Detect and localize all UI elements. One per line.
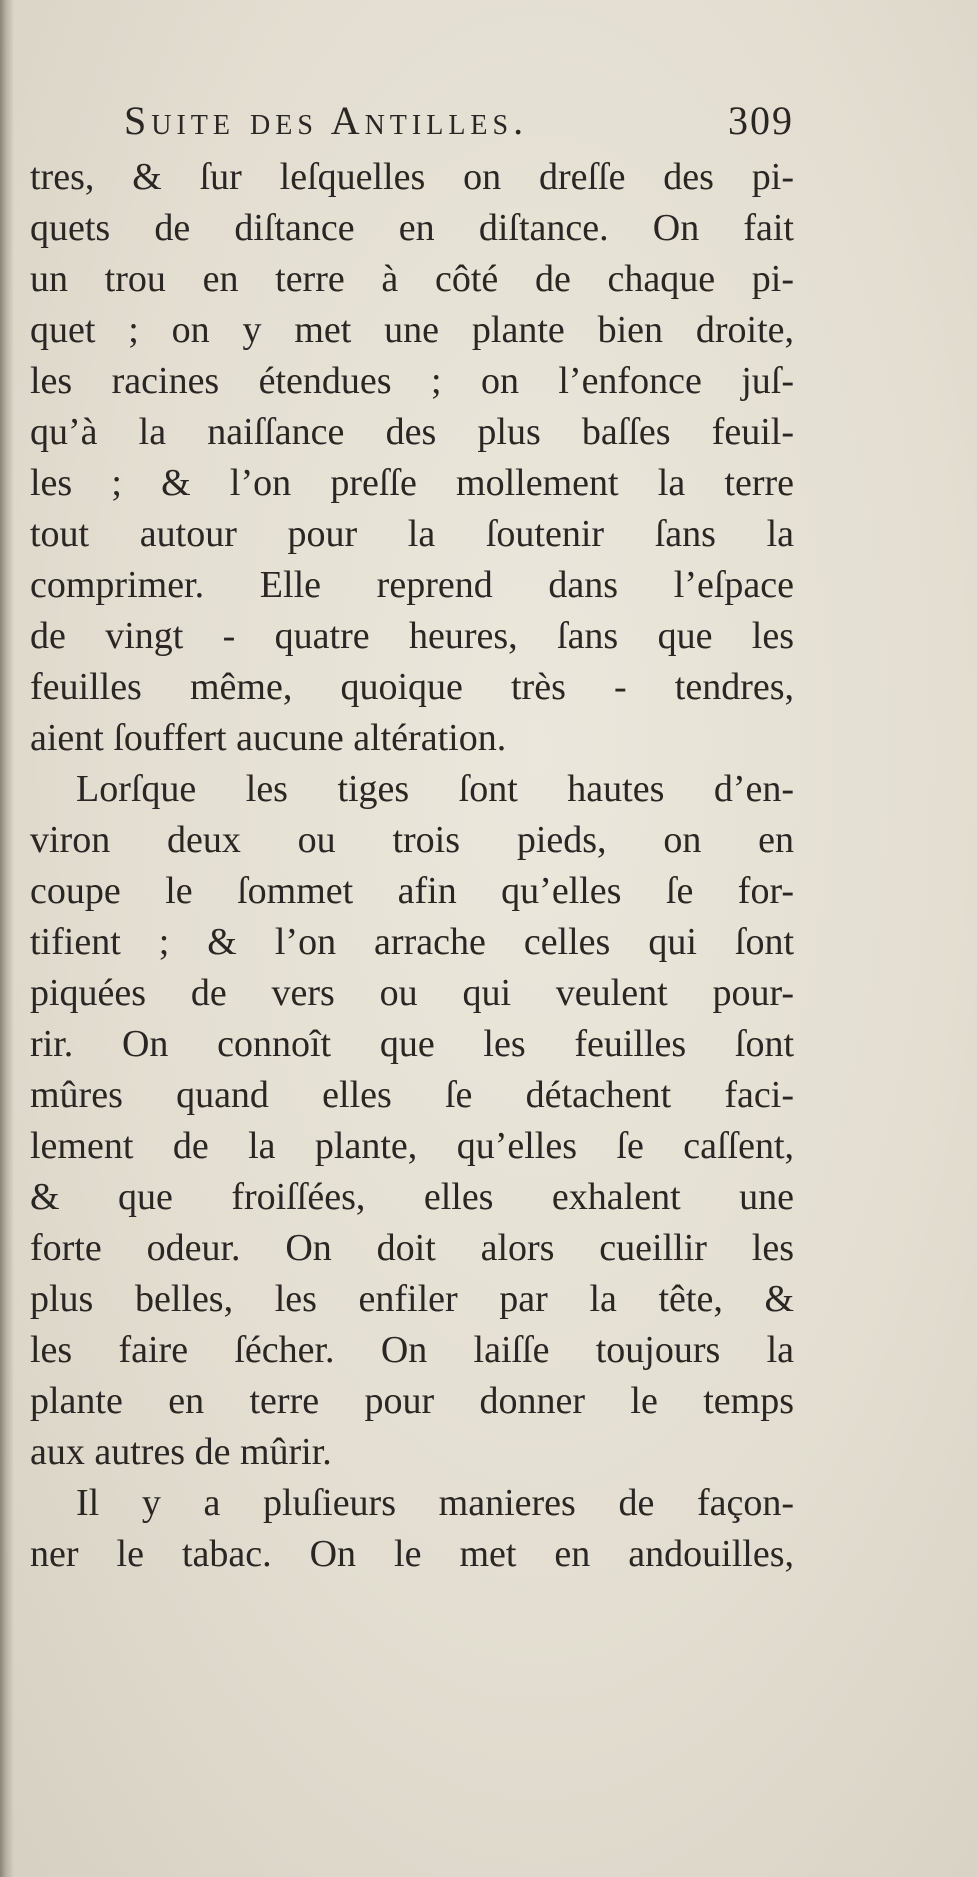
text-line: les faire ſécher. On laiſſe toujours la — [30, 1329, 794, 1371]
text-line: feuilles même, quoique très - tendres, — [30, 666, 794, 708]
text-line: aient ſouffert aucune altération. — [30, 717, 507, 759]
text-line: les ; & l’on preſſe mollement la terre — [30, 462, 794, 504]
text-line: Il y a pluſieurs manieres de façon- — [76, 1482, 794, 1524]
text-line: plante en terre pour donner le temps — [30, 1380, 794, 1422]
page-number: 309 — [728, 98, 794, 143]
text-line: forte odeur. On doit alors cueillir les — [30, 1227, 794, 1269]
text-line: un trou en terre à côté de chaque pi- — [30, 258, 794, 300]
text-line: & que froiſſées, elles exhalent une — [30, 1176, 794, 1218]
text-line: plus belles, les enfiler par la tête, & — [30, 1278, 794, 1320]
paragraph-1 — [30, 152, 794, 764]
text-line: ner le tabac. On le met en andouilles, — [30, 1533, 794, 1575]
running-title: Suite des Antilles. — [124, 98, 529, 143]
text-line: quet ; on y met une plante bien droite, — [30, 309, 794, 351]
text-line: tres, & ſur leſquelles on dreſſe des pi- — [30, 156, 794, 198]
text-line: qu’à la naiſſance des plus baſſes feuil- — [30, 411, 794, 453]
text-line: lement de la plante, qu’elles ſe caſſent, — [30, 1125, 794, 1167]
text-line: piquées de vers ou qui veulent pour- — [30, 972, 794, 1014]
text-body — [30, 152, 794, 1580]
text-line: rir. On connoît que les feuilles ſont — [30, 1023, 794, 1065]
text-line: tifient ; & l’on arrache celles qui ſont — [30, 921, 794, 963]
text-line: de vingt - quatre heures, ſans que les — [30, 615, 794, 657]
paragraph-3 — [30, 1478, 794, 1580]
text-line: comprimer. Elle reprend dans l’eſpace — [30, 564, 794, 606]
text-line: les racines étendues ; on l’enfonce juſ- — [30, 360, 794, 402]
text-line: Lorſque les tiges ſont hautes d’en- — [76, 768, 794, 810]
text-line: coupe le ſommet afin qu’elles ſe for- — [30, 870, 794, 912]
gutter-shadow — [0, 0, 14, 1877]
text-line: quets de diſtance en diſtance. On fait — [30, 207, 794, 249]
text-line: tout autour pour la ſoutenir ſans la — [30, 513, 794, 555]
paragraph-2 — [30, 764, 794, 1478]
text-line: viron deux ou trois pieds, on en — [30, 819, 794, 861]
text-line: aux autres de mûrir. — [30, 1431, 332, 1473]
text-line: mûres quand elles ſe détachent faci- — [30, 1074, 794, 1116]
running-header — [124, 88, 794, 154]
